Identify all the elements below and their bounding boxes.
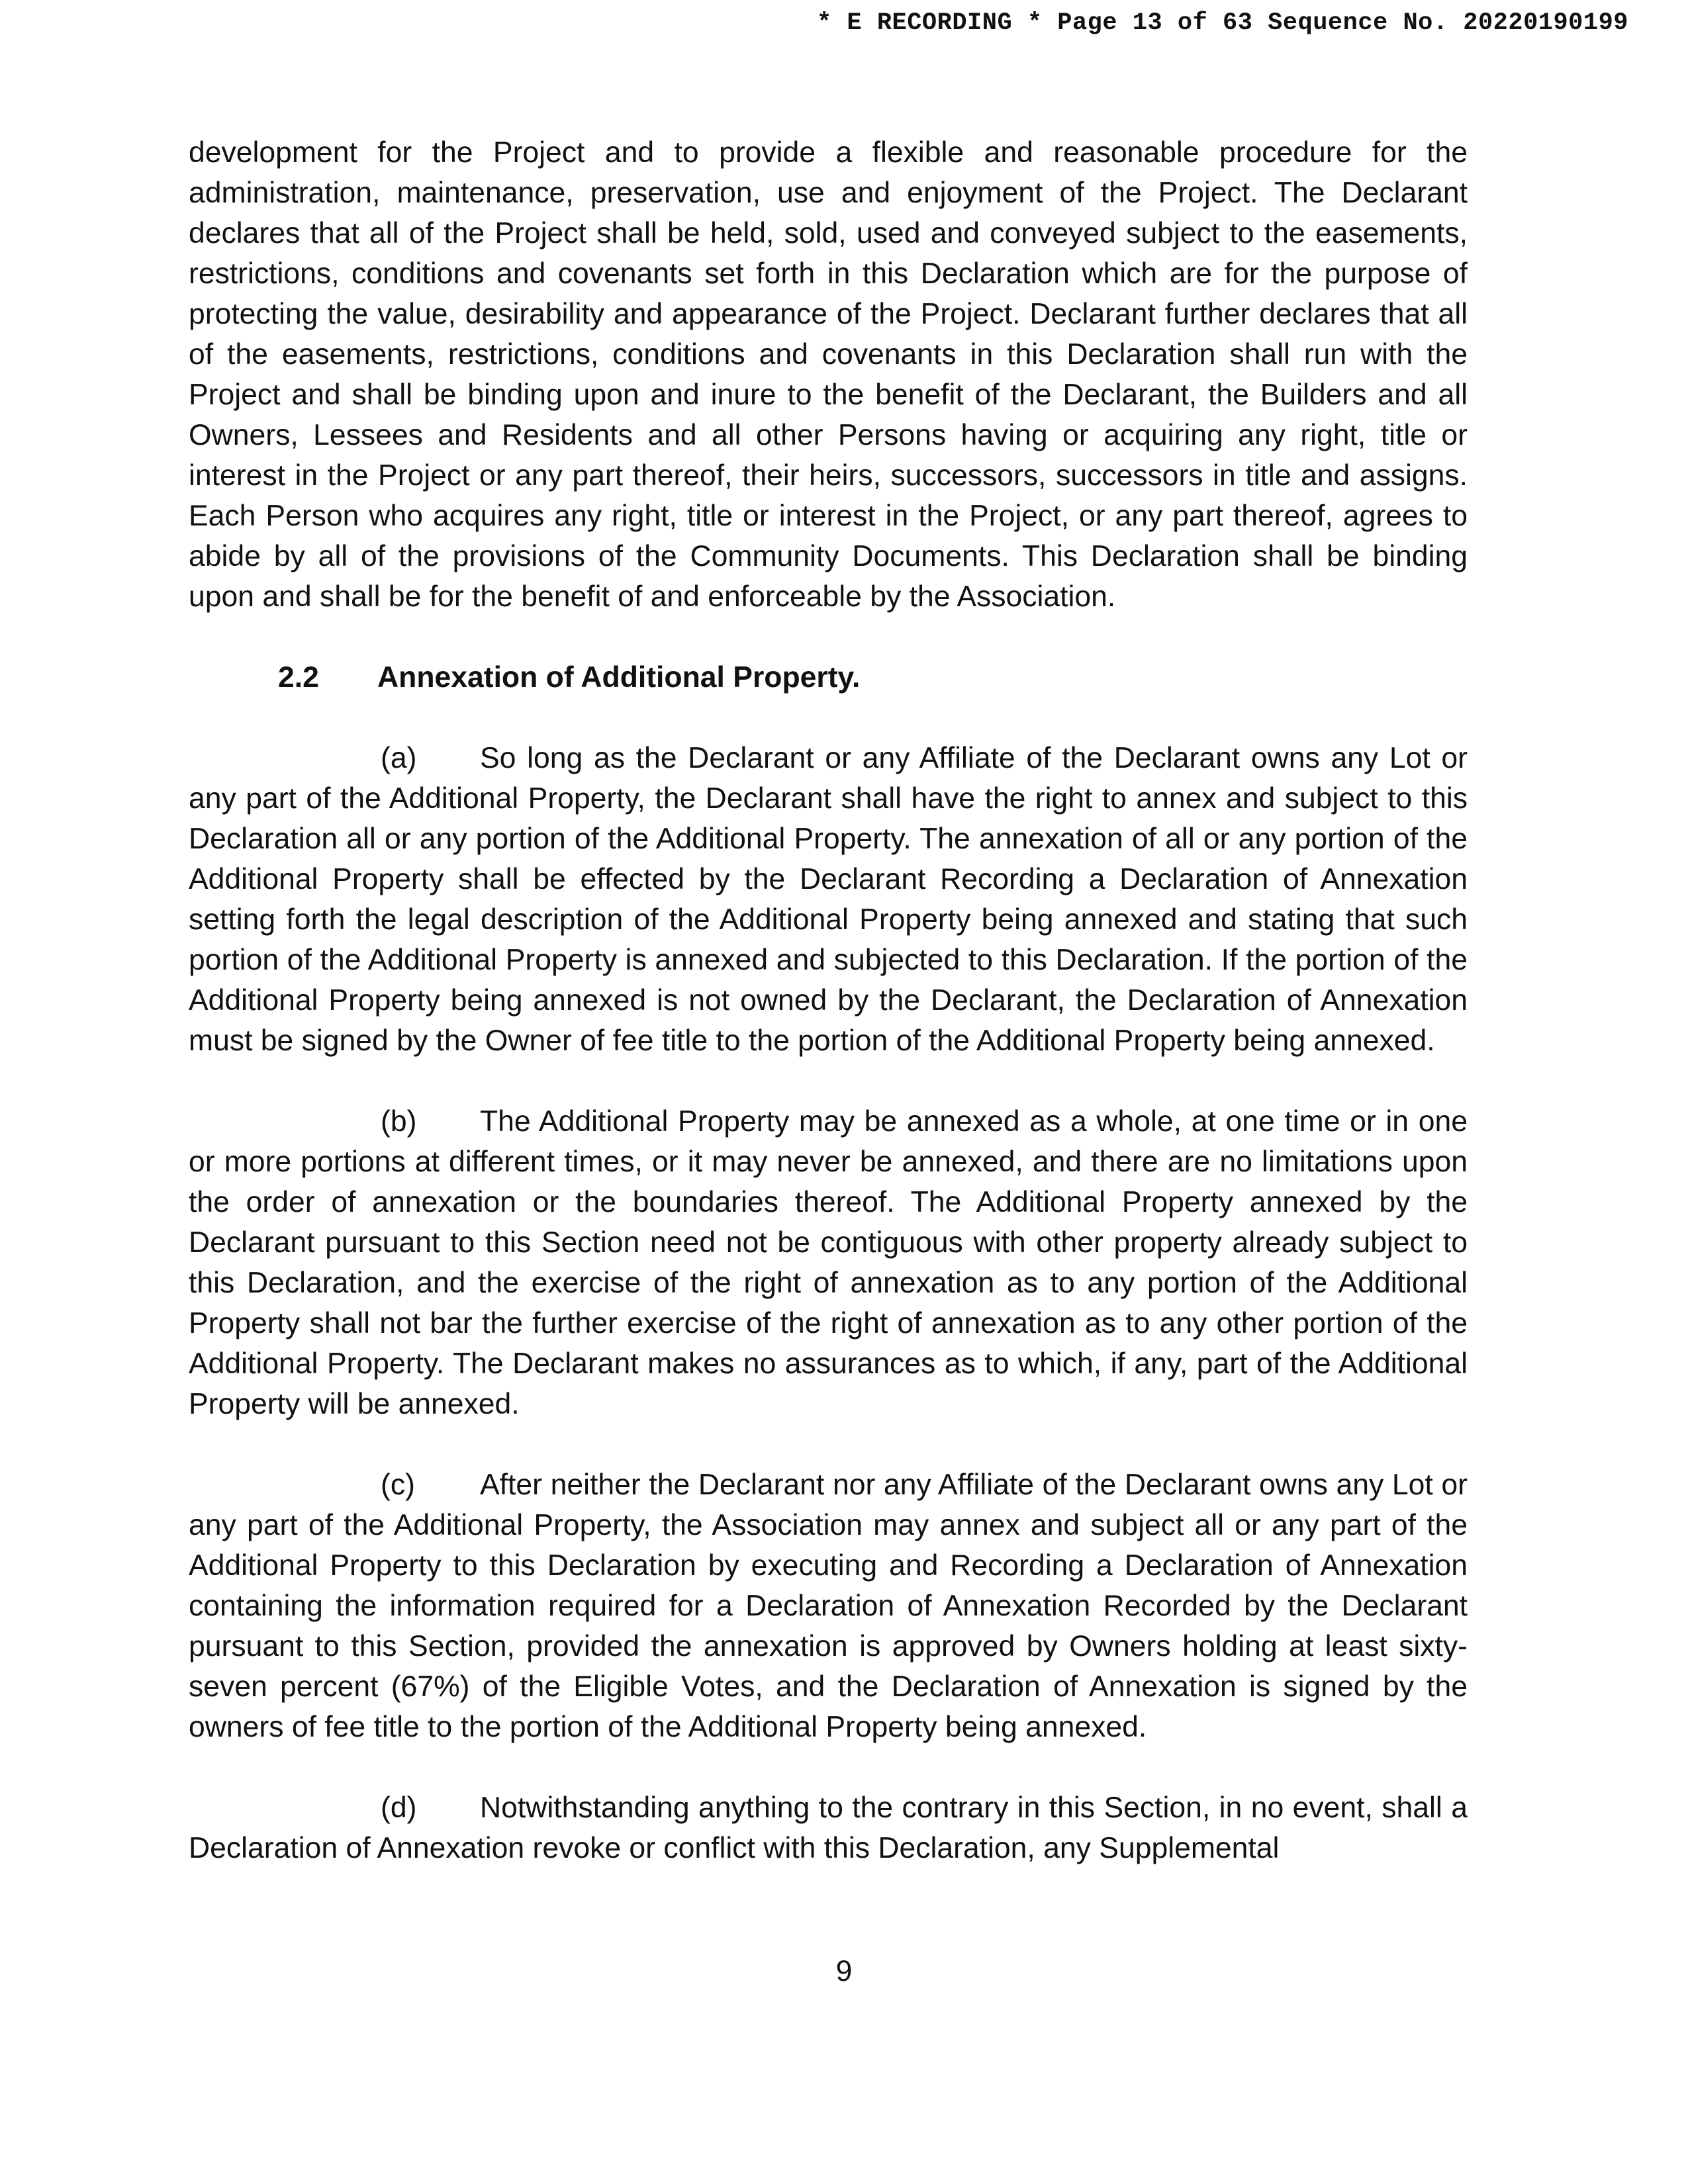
subsection-text: The Additional Property may be annexed as a whole, at one time or in one or more portions at different times, or it may never be annexed, and there are no limitations upon the order of annexation or the boundaries thereof. The Additional Property annexed by the Declarant pursuant to this Section need not be contiguous with other property already subject to this Declaration, and the exercise of the right of annexation as to any portion of the Additional Property shall not bar the further exercise of the right of annexation as to any other portion of the Additional Property. The Declarant makes no assurances as to which, if any, part of the Additional Property will be annexed. xyxy=(189,1105,1468,1420)
subsection-b xyxy=(189,1101,1468,1424)
subsection-label: (d) xyxy=(381,1792,417,1824)
subsection-c xyxy=(189,1465,1468,1747)
subsection-text: So long as the Declarant or any Affiliate of the Declarant owns any Lot or any part of the Additional Property, the Declarant shall have the right to annex and subject to this Declaration all or any portion of the Additional Property. The annexation of all or any portion of the Additional Property shall be effected by the Declarant Recording a Declaration of Annexation setting forth the legal description of the Additional Property being annexed and stating that such portion of the Additional Property is annexed and subjected to this Declaration. If the portion of the Additional Property being annexed is not owned by the Declarant, the Declaration of Annexation must be signed by the Owner of fee title to the portion of the Additional Property being annexed. xyxy=(189,742,1468,1057)
section-heading xyxy=(278,657,1468,698)
subsection-d xyxy=(189,1788,1468,1868)
section-title: Annexation of Additional Property. xyxy=(377,661,861,694)
document-body xyxy=(189,132,1468,1868)
section-number: 2.2 xyxy=(278,661,319,694)
recording-stamp: * E RECORDING * Page 13 of 63 Sequence No. 20220190199 xyxy=(817,9,1628,37)
page-number: 9 xyxy=(835,1955,853,1987)
subsection-a xyxy=(189,738,1468,1061)
subsection-text: After neither the Declarant nor any Affiliate of the Declarant owns any Lot or any part of the Additional Property, the Association may annex and subject all or any part of the Additional Property to this Declaration by executing and Recording a Declaration of Annexation containing the information required for a Declaration of Annexation Recorded by the Declarant pursuant to this Section, provided the annexation is approved by Owners holding at least sixty-seven percent (67%) of the Eligible Votes, and the Declaration of Annexation is signed by the owners of fee title to the portion of the Additional Property being annexed. xyxy=(189,1469,1468,1743)
subsection-label: (c) xyxy=(381,1469,415,1501)
opening-paragraph: development for the Project and to provide a flexible and reasonable procedure for the administration, maintenance, preservation, use and enjoyment of the Project. The Declarant declares that all of the Project shall be held, sold, used and conveyed subject to the easements, restrictions, conditions and covenants set forth in this Declaration which are for the purpose of protecting the value, desirability and appearance of the Project. Declarant further declares that all of the easements, restrictions, conditions and covenants in this Declaration shall run with the Project and shall be binding upon and inure to the benefit of the Declarant, the Builders and all Owners, Lessees and Residents and all other Persons having or acquiring any right, title or interest in the Project or any part thereof, their heirs, successors, successors in title and assigns. Each Person who acquires any right, title or interest in the Project, or any part thereof, agrees to abide by all of the provisions of the Community Documents. This Declaration shall be binding upon and shall be for the benefit of and enforceable by the Association. xyxy=(189,136,1468,613)
subsection-label: (b) xyxy=(381,1105,417,1138)
subsection-text: Notwithstanding anything to the contrary in this Section, in no event, shall a Declaration of Annexation revoke or conflict with this Declaration, any Supplemental xyxy=(189,1792,1468,1864)
subsection-label: (a) xyxy=(381,742,417,774)
